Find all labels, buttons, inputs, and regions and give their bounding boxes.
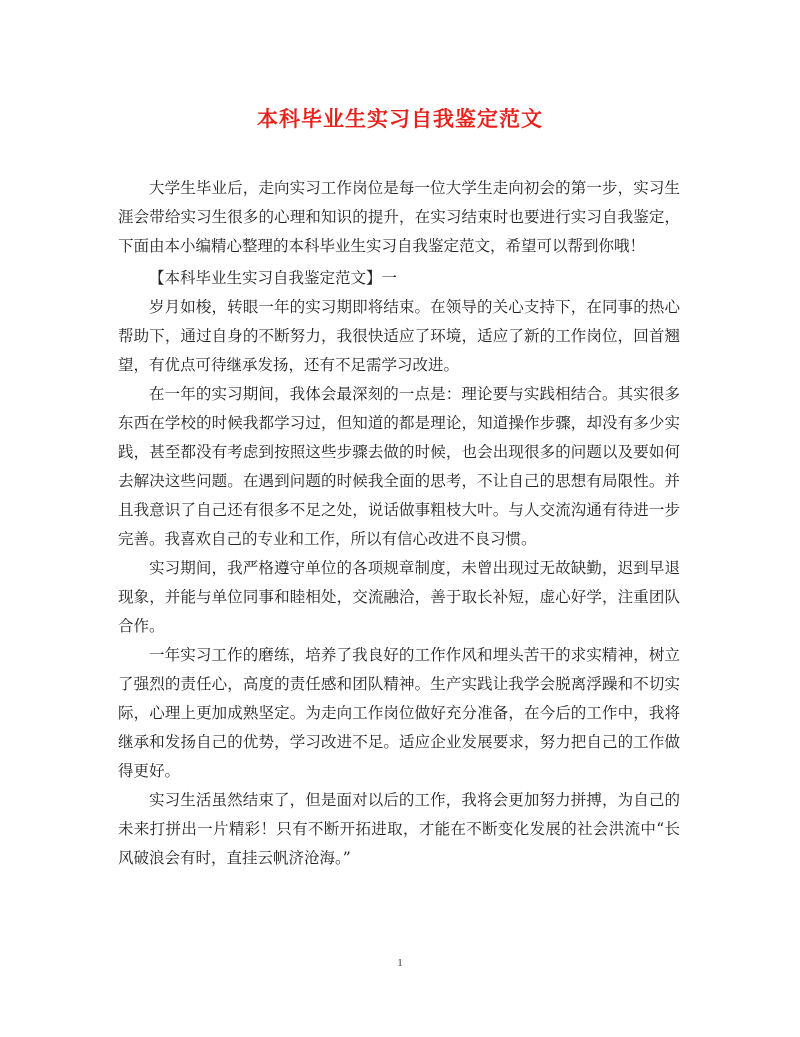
document-body: [118, 174, 680, 873]
document-title: 本科毕业生实习自我鉴定范文: [257, 106, 543, 131]
body-paragraph: 实习期间，我严格遵守单位的各项规章制度，未曾出现过无故缺勤，迟到早退现象，并能与单位同事和睦相处，交流融洽，善于取长补短，虚心好学，注重团队合作。: [118, 559, 680, 635]
intro-paragraph: 大学生毕业后，走向实习工作岗位是每一位大学生走向初会的第一步，实习生涯会带给实习生很多的心理和知识的提升，在实习结束时也要进行实习自我鉴定，下面由本小编精心整理的本科毕业生实习自我鉴定范文，希望可以帮到你哦！: [118, 179, 680, 255]
body-paragraph: 岁月如梭，转眼一年的实习期即将结束。在领导的关心支持下，在同事的热心帮助下，通过自身的不断努力，我很快适应了环境，适应了新的工作岗位，回首翘望，有优点可待继承发扬，还有不足需学习改进。: [118, 298, 680, 374]
page-number: 1: [397, 957, 403, 969]
body-paragraph: 一年实习工作的磨练，培养了我良好的工作作风和埋头苦干的求实精神，树立了强烈的责任心，高度的责任感和团队精神。生产实践让我学会脱离浮躁和不切实际，心理上更加成熟坚定。为走向工作岗位做好充分准备，在今后的工作中，我将继承和发扬自己的优势，学习改进不足。适应企业发展要求，努力把自己的工作做得更好。: [118, 646, 680, 780]
section-heading: 【本科毕业生实习自我鉴定范文】一: [149, 269, 398, 287]
body-paragraph: 实习生活虽然结束了，但是面对以后的工作，我将会更加努力拼搏，为自己的未来打拼出一片精彩！只有不断开拓进取，才能在不断变化发展的社会洪流中“长风破浪会有时，直挂云帆济沧海。”: [118, 791, 680, 867]
body-paragraph: 在一年的实习期间，我体会最深刻的一点是：理论要与实践相结合。其实很多东西在学校的时候我都学习过，但知道的都是理论，知道操作步骤，却没有多少实践，甚至都没有考虑到按照这些步骤去做的时候，也会出现很多的问题以及要如何去解决这些问题。在遇到问题的时候我全面的思考，不让自己的思想有局限性。并且我意识了自己还有很多不足之处，说话做事粗枝大叶。与人交流沟通有待进一步完善。我喜欢自己的专业和工作，所以有信心改进不良习惯。: [118, 385, 680, 548]
